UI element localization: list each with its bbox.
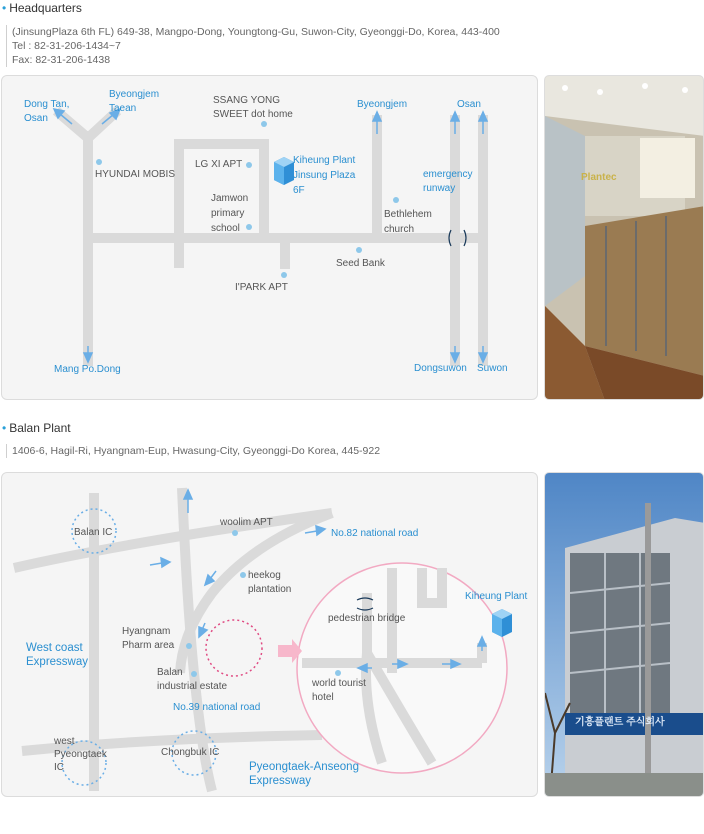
balan-address-block <box>6 444 380 458</box>
label-kiheung-plant-hq: Kiheung Plant Jinsung Plaza 6F <box>293 155 356 196</box>
pin-world-tourist <box>335 670 341 676</box>
pin-seed-bank <box>356 247 362 253</box>
label-heekog: heekog plantation <box>248 570 292 595</box>
hq-address-block <box>6 25 500 67</box>
label-woolim-apt: woolim APT <box>220 517 273 528</box>
office-sign-text: Plantec <box>581 172 617 183</box>
label-kiheung-plant-balan: Kiheung Plant <box>465 591 528 602</box>
label-hyangnam: Hyangnam Pharm area <box>122 626 175 651</box>
balan-plant-photo <box>544 472 704 797</box>
building-icon <box>274 157 294 185</box>
label-mang-po-dong: Mang Po.Dong <box>54 364 121 375</box>
section-title-balan-plant: • Balan Plant <box>2 421 71 435</box>
label-pyeongtaek-anseong: Pyeongtaek-Anseong Expressway <box>249 761 359 787</box>
label-ssang-yong: SSANG YONG SWEET dot home <box>213 95 293 120</box>
label-ipark-apt: I'PARK APT <box>235 282 288 293</box>
pin-ssang-yong <box>261 121 267 127</box>
hq-office-photo <box>544 75 704 400</box>
pin-lg-xi-apt <box>246 162 252 168</box>
bullet-icon: • <box>2 1 7 15</box>
pin-hyundai-mobis <box>96 159 102 165</box>
label-balan-estate: Balan industrial estate <box>157 667 228 692</box>
hq-address: (JinsungPlaza 6th FL) 649-38, Mangpo-Dong, Youngtong-Gu, Suwon-City, Gyeonggi-Do, Korea, 443-400 <box>12 26 500 38</box>
bullet-icon: • <box>2 421 7 435</box>
pin-heekog <box>240 572 246 578</box>
pin-bethlehem-church <box>393 197 399 203</box>
section-title-headquarters: • Headquarters <box>2 1 82 15</box>
label-seed-bank: Seed Bank <box>336 258 385 269</box>
label-no82-road: No.82 national road <box>331 528 419 539</box>
label-balan-ic: Balan IC <box>74 527 113 538</box>
label-west-coast-expressway: West coast Expressway <box>26 642 88 668</box>
label-byeongjem-taean: Byeongjem Taean <box>109 89 160 114</box>
pin-ipark-apt <box>281 272 287 278</box>
plant-sign-text: 기흥플랜트 주식회사 <box>575 717 665 728</box>
label-no39-road: No.39 national road <box>173 702 261 713</box>
label-dongsuwon: Dongsuwon <box>414 363 467 374</box>
office-interior-image <box>545 76 704 400</box>
hq-fax: Fax: 82-31-206-1438 <box>12 54 111 66</box>
label-bethlehem-church: Bethlehem church <box>384 209 432 235</box>
building-icon <box>492 609 512 637</box>
label-dong-tan: Dong Tan, Osan <box>24 99 70 124</box>
label-world-tourist-hotel: world tourist hotel <box>312 678 366 703</box>
balan-map <box>1 472 538 797</box>
pin-jamwon-school <box>246 224 252 230</box>
hq-map-roads <box>2 76 538 400</box>
pin-hyangnam <box>186 643 192 649</box>
label-lg-xi-apt: LG XI APT <box>195 159 243 170</box>
label-emergency-runway: emergency runway <box>423 169 473 194</box>
pin-woolim-apt <box>232 530 238 536</box>
hq-map <box>1 75 538 400</box>
balan-address: 1406-6, Hagil-Ri, Hyangnam-Eup, Hwasung-City, Gyeonggi-Do Korea, 445-922 <box>12 445 381 457</box>
label-pedestrian-bridge: pedestrian bridge <box>328 613 406 624</box>
pin-balan-estate <box>191 671 197 677</box>
label-suwon: Suwon <box>477 363 508 374</box>
label-osan: Osan <box>457 99 481 110</box>
label-byeongjem: Byeongjem <box>357 99 408 110</box>
label-hyundai-mobis: HYUNDAI MOBIS <box>95 169 176 180</box>
label-west-pyeongtaek-ic: west Pyeongtaek IC <box>54 736 107 773</box>
label-chongbuk-ic: Chongbuk IC <box>161 747 220 758</box>
plant-exterior-image <box>545 473 704 797</box>
hq-tel: Tel : 82-31-206-1434~7 <box>12 40 121 52</box>
label-jamwon-school: Jamwon primary school <box>211 193 249 234</box>
